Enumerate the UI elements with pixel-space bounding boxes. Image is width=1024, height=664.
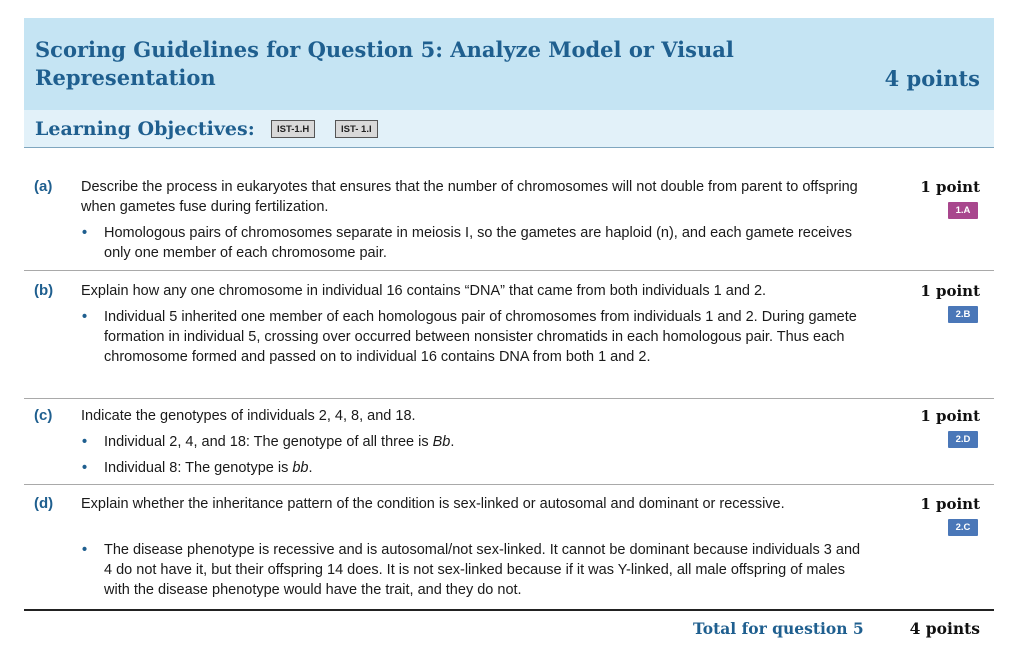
answer-bullet: • Homologous pairs of chromosomes separate in meiosis I, so the gametes are haploid (n), and each gamete receives only one member of each chromosome pair. [82,225,852,261]
skill-badge: 2.B [948,306,978,323]
answer-bullet: • Individual 8: The genotype is bb. [82,460,313,476]
skill-badge: 2.D [948,431,978,448]
answer-bullet: • Individual 5 inherited one member of each homologous pair of chromosomes from individuals 1 and 2. During gamete formation in individual 5, crossing over occurred between nonsister chromatids in each homologous pair. Thus each chromosome formed and passed on to individual 16 contains DNA from both 1 and 2. [82,309,857,365]
answer-bullet: • The disease phenotype is recessive and is autosomal/not sex-linked. It cannot be dominant because individuals 3 and 4 do not have it, but their offspring 14 does. It is not sex-linked because if it was Y-linked, all male offspring of males with the disease phenotype would have the trait, and they do not. [82,542,861,598]
skill-badge: 1.A [948,202,978,219]
part-letter: (c) [34,407,53,424]
part-prompt: Describe the process in eukaryotes that ensures that the number of chromosomes will not double from parent to offspring when gametes fuse during fertilization. [81,179,858,215]
total-label: Total for question 5 [693,619,864,638]
bullet-dot: • [82,434,88,450]
total-divider [24,609,994,611]
part-b-row [24,281,994,399]
part-prompt: Explain how any one chromosome in individual 16 contains “DNA” that came from both individuals 1 and 2. [81,283,767,299]
part-c-row [24,406,994,485]
part-points: 1 point [920,282,980,300]
skill-badge: 2.C [948,519,978,536]
part-letter: (b) [34,282,54,299]
part-points: 1 point [920,495,980,513]
part-points: 1 point [920,178,980,196]
objective-tag-ist-1i: IST- 1.I [335,120,378,138]
part-letter: (d) [34,495,54,512]
question-header [24,18,994,110]
page-title: Scoring Guidelines for Question 5: Analyze Model or Visual Representation [35,37,734,90]
bullet-dot: • [82,309,88,325]
part-a-row [24,177,994,271]
learning-objectives-label: Learning Objectives: [35,118,255,140]
total-points: 4 points [909,619,980,638]
bullet-dot: • [82,460,88,476]
learning-objectives-bar [24,110,994,148]
answer-bullet: • Individual 2, 4, and 18: The genotype of all three is Bb. [82,434,455,450]
part-letter: (a) [34,178,53,195]
part-prompt: Explain whether the inheritance pattern of the condition is sex-linked or autosomal and dominant or recessive. [81,496,785,512]
objective-tag-ist-1h: IST-1.H [271,120,315,138]
bullet-dot: • [82,542,88,558]
total-points-header: 4 points [884,66,980,91]
part-d-row [24,494,994,606]
part-prompt: Indicate the genotypes of individuals 2, 4, 8, and 18. [81,408,416,424]
part-points: 1 point [920,407,980,425]
bullet-dot: • [82,225,88,241]
